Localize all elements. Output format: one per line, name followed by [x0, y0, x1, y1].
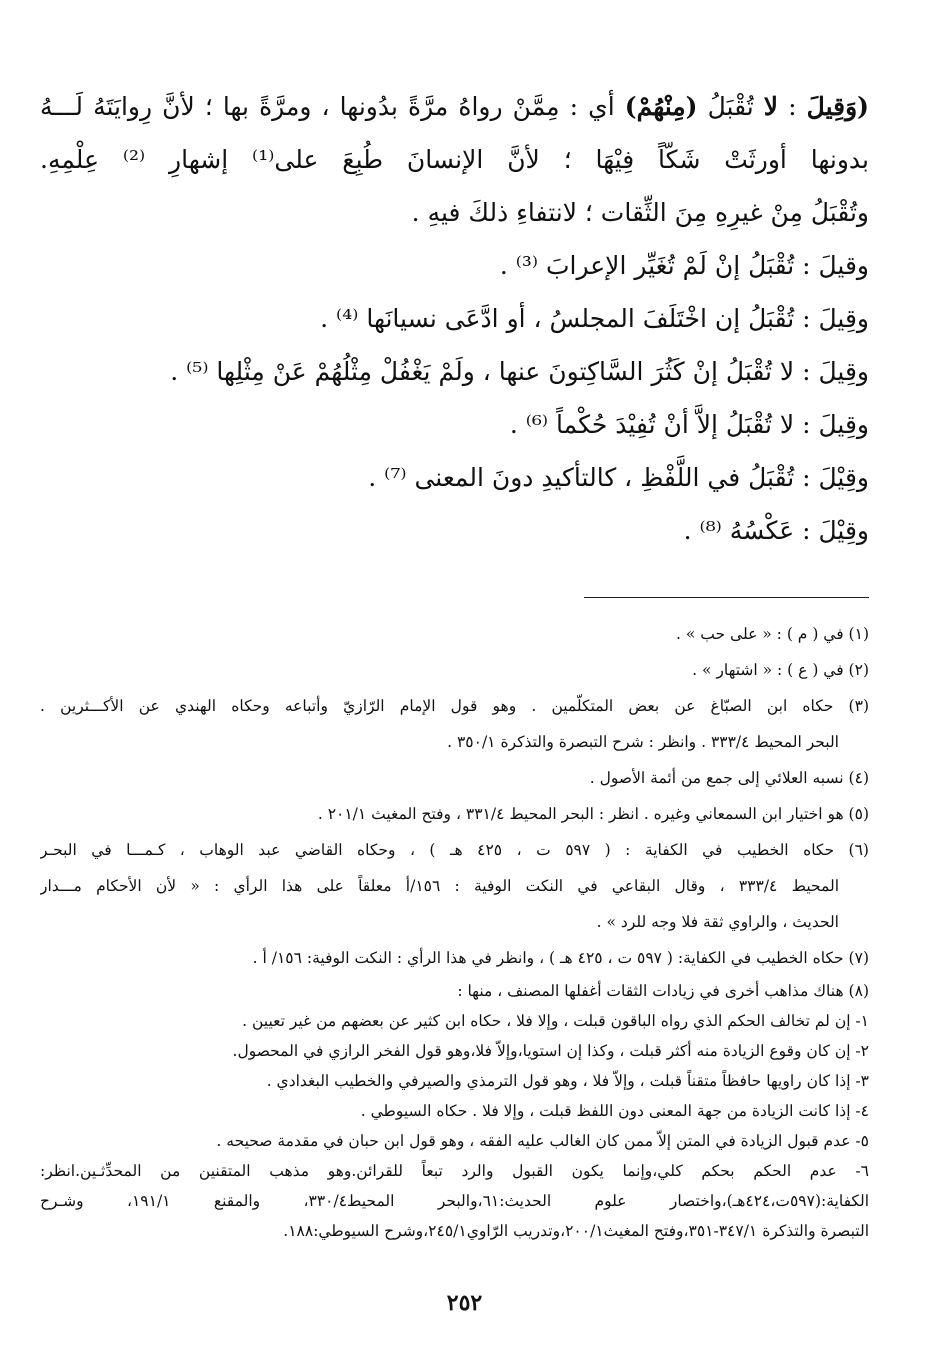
footnotes: [40, 616, 869, 1246]
main-line-1: [40, 80, 869, 133]
keyword-minhum: (مِنْهُمْ): [624, 92, 698, 121]
footnote-8-item-6-cont-2: التبصرة والتذكرة ٣٤٧/١-٣٥١،وفتح المغيث٢٠٠/١،وتدريب الرّاوي٢٤٥/١،وشرح السيوطي:١٨٨.: [283, 1222, 869, 1240]
footnote-6-cont-1: المحيط ٣٣٣/٤ ، وقال البقاعي في النكت الوفية : ١٥٦/أ معلقاً على هذا الرأي : « لأن الأحكام مـــدار: [40, 877, 839, 895]
main-line-2: بدونها أورثَتْ شَكّاً فِيْهَا ؛ لأنَّ الإنسانَ طُبِعَ على⁽¹⁾ إشهارِ ⁽²⁾ عِلْمِهِ.: [40, 145, 869, 174]
footnote-3-cont: البحر المحيط ٣٣٣/٤ . وانظر : شرح التبصرة والتذكرة ٣٥٠/١ .: [447, 733, 839, 751]
footnote-3: (٣) حكاه ابن الصبّاغ عن بعض المتكلّمين . وهو قول الإمام الرّازيّ وأتباعه وحكاه الهندي عن الأكـــثرين .: [40, 697, 869, 715]
footnote-8-item-6-cont-1: الكفاية:(٥٩٧ت،٤٢٤هـ)،واختصار علوم الحديث:٦١،والبحر المحيط٣٣٠/٤، والمقنع ١٩١/١، وشـرح: [40, 1192, 869, 1210]
footnote-5: (٥) هو اختيار ابن السمعاني وغيره . انظر : البحر المحيط ٣٣١/٤ ، وفتح المغيث ٢٠١/١ .: [317, 805, 869, 823]
main-line-3: وتُقْبَلُ مِنْ غيرِهِ مِنَ الثِّقات ؛ لانتفاءِ ذلكَ فيهِ .: [411, 198, 869, 227]
footnote-8: (٨) هناك مذاهب أخرى في زيادات الثقات أغفلها المصنف ، منها :: [457, 982, 869, 1000]
main-line-6: وقِيلَ : لا تُقْبَلُ إنْ كَثُرَ السَّاكِتونَ عنها ، ولَمْ يَغْفُلْ مِثْلُهُمْ عَنْ مِثْلِها ⁽⁵⁾ .: [170, 357, 869, 386]
footnote-7: (٧) حكاه الخطيب في الكفاية: ( ٥٩٧ ت ، ٤٢٥ هـ ) ، وانظر في هذا الرأي : النكت الوفية: ١٥٦/ أ .: [252, 949, 869, 967]
paren-open: (: [857, 92, 869, 121]
footnote-6: (٦) حكاه الخطيب في الكفاية : ( ٥٩٧ ت ، ٤٢٥ هـ ) ، وحكاه القاضي عبد الوهاب ، كـمـــا في البحـر: [40, 841, 869, 859]
main-line-9: وقِيْلَ : عَكْسُهُ ⁽⁸⁾ .: [683, 516, 869, 545]
page-body: [40, 80, 869, 1246]
main-line-1-rest: أي : مِمَّنْ رواهُ مرَّةً بدُونها ، ومرَّةً بها ؛ لأنَّ رِوايَتَهُ لَـــهُ: [40, 92, 625, 121]
footnote-divider: [584, 597, 869, 598]
footnote-8-item-5: ٥- عدم قبول الزيادة في المتن إلاّ ممن كان الغالب عليه الفقه ، وهو قول ابن حبان في مقدمة صحيحه .: [216, 1132, 869, 1150]
main-text: [40, 80, 869, 557]
footnote-8-item-3: ٣- إذا كان راويها حافظاً متقناً قبلت ، وإلاّ فلا ، وهو قول الترمذي والصيرفي والخطيب البغدادي .: [266, 1072, 869, 1090]
main-line-7: وقِيلَ : لا تُقْبَلُ إلاَّ أنْ تُفِيْدَ حُكْماً ⁽⁶⁾ .: [509, 410, 869, 439]
main-line-4: وقيلَ : تُقْبَلُ إنْ لَمْ تُغَيِّر الإعرابَ ⁽³⁾ .: [499, 251, 869, 280]
footnote-8-item-2: ٢- إن كان وقوع الزيادة منه أكثر قبلت ، وكذا إن استويا،وإلاّ فلا،وهو قول الفخر الرازي في المحصول.: [232, 1042, 869, 1060]
footnote-4: (٤) نسبه العلائي إلى جمع من أئمة الأصول .: [589, 769, 869, 787]
footnote-8-item-4: ٤- إذا كانت الزيادة من جهة المعنى دون اللفظ قبلت ، وإلا فلا . حكاه السيوطي .: [360, 1102, 869, 1120]
text-tuqbal: تُقْبَلُ: [697, 92, 764, 121]
page-number: ٢٥٢: [446, 1290, 483, 1316]
colon: :: [778, 92, 807, 121]
footnote-6-cont-2: الحديث ، والراوي ثقة فلا وجه للرد » .: [596, 913, 839, 931]
footnote-1: (١) في ( م ) : « على حب » .: [676, 625, 869, 643]
main-line-8: وقِيْلَ : تُقْبَلُ في اللَّفْظِ ، كالتأكيدِ دونَ المعنى ⁽⁷⁾ .: [368, 463, 869, 492]
main-line-5: وقِيلَ : تُقْبَلُ إن اخْتَلَفَ المجلسُ ، أو ادَّعَى نسيانَها ⁽⁴⁾ .: [320, 304, 869, 333]
keyword-la: لا: [763, 92, 779, 121]
keyword-qil: وَقِيلَ: [806, 92, 858, 121]
footnote-2: (٢) في ( ع ) : « اشتهار » .: [692, 661, 869, 679]
footnote-8-item-1: ١- إن لم تخالف الحكم الذي رواه الباقون قبلت ، وإلا فلا ، حكاه ابن كثير عن بعضهم من غير تعيين .: [242, 1012, 869, 1030]
footnote-8-item-6: ٦- عدم الحكم بحكم كلي،وإنما يكون القبول والرد تبعاً للقرائن.وهو مذهب المتقنين من المحدِّثـين.انظر:: [40, 1162, 869, 1180]
